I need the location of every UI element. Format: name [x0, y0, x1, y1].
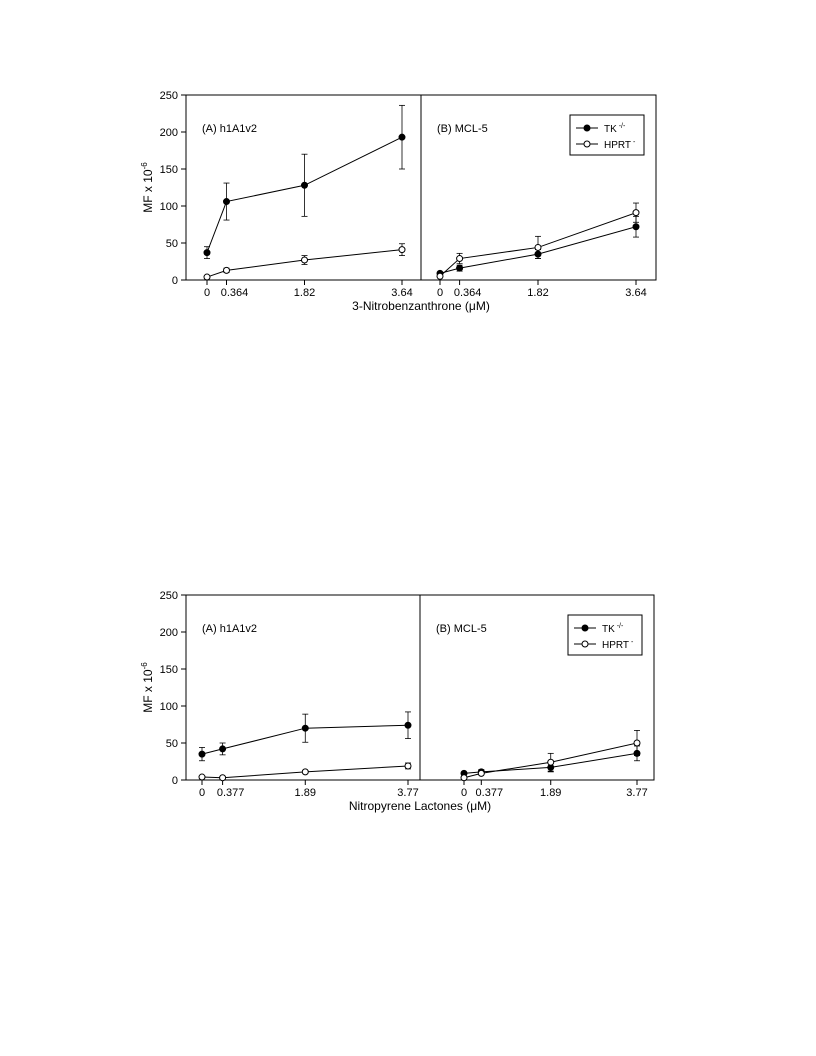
- y-tick-label: 150: [159, 164, 178, 176]
- x-tick-label: 1.82: [527, 287, 549, 299]
- data-point: [199, 751, 205, 757]
- data-point: [199, 774, 205, 780]
- x-tick-label: 3.64: [625, 287, 647, 299]
- x-tick-label: 0: [203, 287, 211, 299]
- y-axis-label-exponent: -6: [140, 162, 149, 170]
- x-axis-label: 3-Nitrobenzanthrone (μM): [352, 299, 490, 313]
- y-tick-label: 250: [159, 590, 178, 602]
- legend-label-superscript: -/-: [614, 623, 624, 630]
- y-tick-label: 100: [159, 201, 178, 213]
- legend-marker: [582, 625, 588, 631]
- x-tick-label: 1.89: [294, 787, 316, 799]
- data-point: [633, 224, 639, 230]
- data-point: [548, 759, 554, 765]
- data-point: [478, 770, 484, 776]
- y-tick-label: 0: [171, 275, 178, 287]
- legend-label-superscript: -: [631, 139, 636, 146]
- data-point: [399, 134, 405, 140]
- legend-label: HPRT -: [602, 639, 634, 651]
- data-point: [220, 775, 226, 781]
- x-tick-label: 0.364: [453, 287, 482, 299]
- y-tick-label: 150: [159, 664, 178, 676]
- x-tick-label: 0: [436, 287, 444, 299]
- y-axis-label: MF x $10^{-6}$: [140, 662, 155, 713]
- y-tick-label: 100: [159, 701, 178, 713]
- data-point: [461, 775, 467, 781]
- x-tick-label: 0.377: [475, 787, 504, 799]
- x-tick-label: 0.377: [216, 787, 245, 799]
- data-point: [457, 265, 463, 271]
- data-point: [220, 746, 226, 752]
- data-point: [437, 273, 443, 279]
- y-tick-label: 50: [165, 238, 178, 250]
- data-point: [634, 740, 640, 746]
- y-axis-label: MF x $10^{-6}$: [140, 162, 155, 213]
- y-tick-label: 50: [165, 738, 178, 750]
- panel-title: (A) h1A1v2: [202, 623, 258, 635]
- data-point: [535, 244, 541, 250]
- data-point: [633, 210, 639, 216]
- data-point: [224, 199, 230, 205]
- legend-label: TK -/-: [602, 623, 624, 635]
- data-point: [302, 182, 308, 188]
- data-point: [302, 257, 308, 263]
- legend-marker: [584, 125, 590, 131]
- figure-top: [0, 80, 816, 340]
- x-tick-label: 0: [460, 787, 468, 799]
- y-tick-label: 0: [171, 775, 178, 787]
- panel-title: (B) MCL-5: [436, 623, 487, 635]
- data-point: [224, 267, 230, 273]
- y-tick-label: 200: [159, 627, 178, 639]
- legend-label: HPRT -: [604, 139, 636, 151]
- data-point: [405, 763, 411, 769]
- x-axis-label: Nitropyrene Lactones (μM): [348, 799, 492, 813]
- x-tick-label: 3.77: [397, 787, 419, 799]
- x-tick-label: 0: [198, 787, 206, 799]
- legend-label-superscript: -/-: [616, 123, 626, 130]
- data-point: [302, 725, 308, 731]
- panel-title: (B) MCL-5: [437, 123, 488, 135]
- x-tick-label: 1.89: [540, 787, 562, 799]
- x-tick-label: 1.82: [293, 287, 316, 299]
- legend-marker: [584, 141, 590, 147]
- data-point: [405, 722, 411, 728]
- figure-bottom: [0, 580, 816, 840]
- data-point: [204, 274, 210, 280]
- panel-title: (A) h1A1v2: [202, 123, 258, 135]
- legend-marker: [582, 641, 588, 647]
- data-point: [302, 769, 308, 775]
- y-tick-label: 250: [159, 90, 178, 102]
- x-tick-label: 0.364: [220, 287, 249, 299]
- legend-label: TK -/-: [604, 123, 626, 135]
- data-point: [204, 250, 210, 256]
- chart-nitropyrene-lactones: [0, 580, 816, 840]
- y-tick-label: 200: [159, 127, 178, 139]
- data-point: [457, 256, 463, 262]
- y-axis-label-exponent: -6: [140, 662, 149, 670]
- chart-nitrobenzanthrone: [0, 80, 816, 340]
- legend-label-superscript: -: [629, 639, 634, 646]
- x-tick-label: 3.64: [391, 287, 413, 299]
- x-tick-label: 3.77: [626, 787, 648, 799]
- data-point: [399, 247, 405, 253]
